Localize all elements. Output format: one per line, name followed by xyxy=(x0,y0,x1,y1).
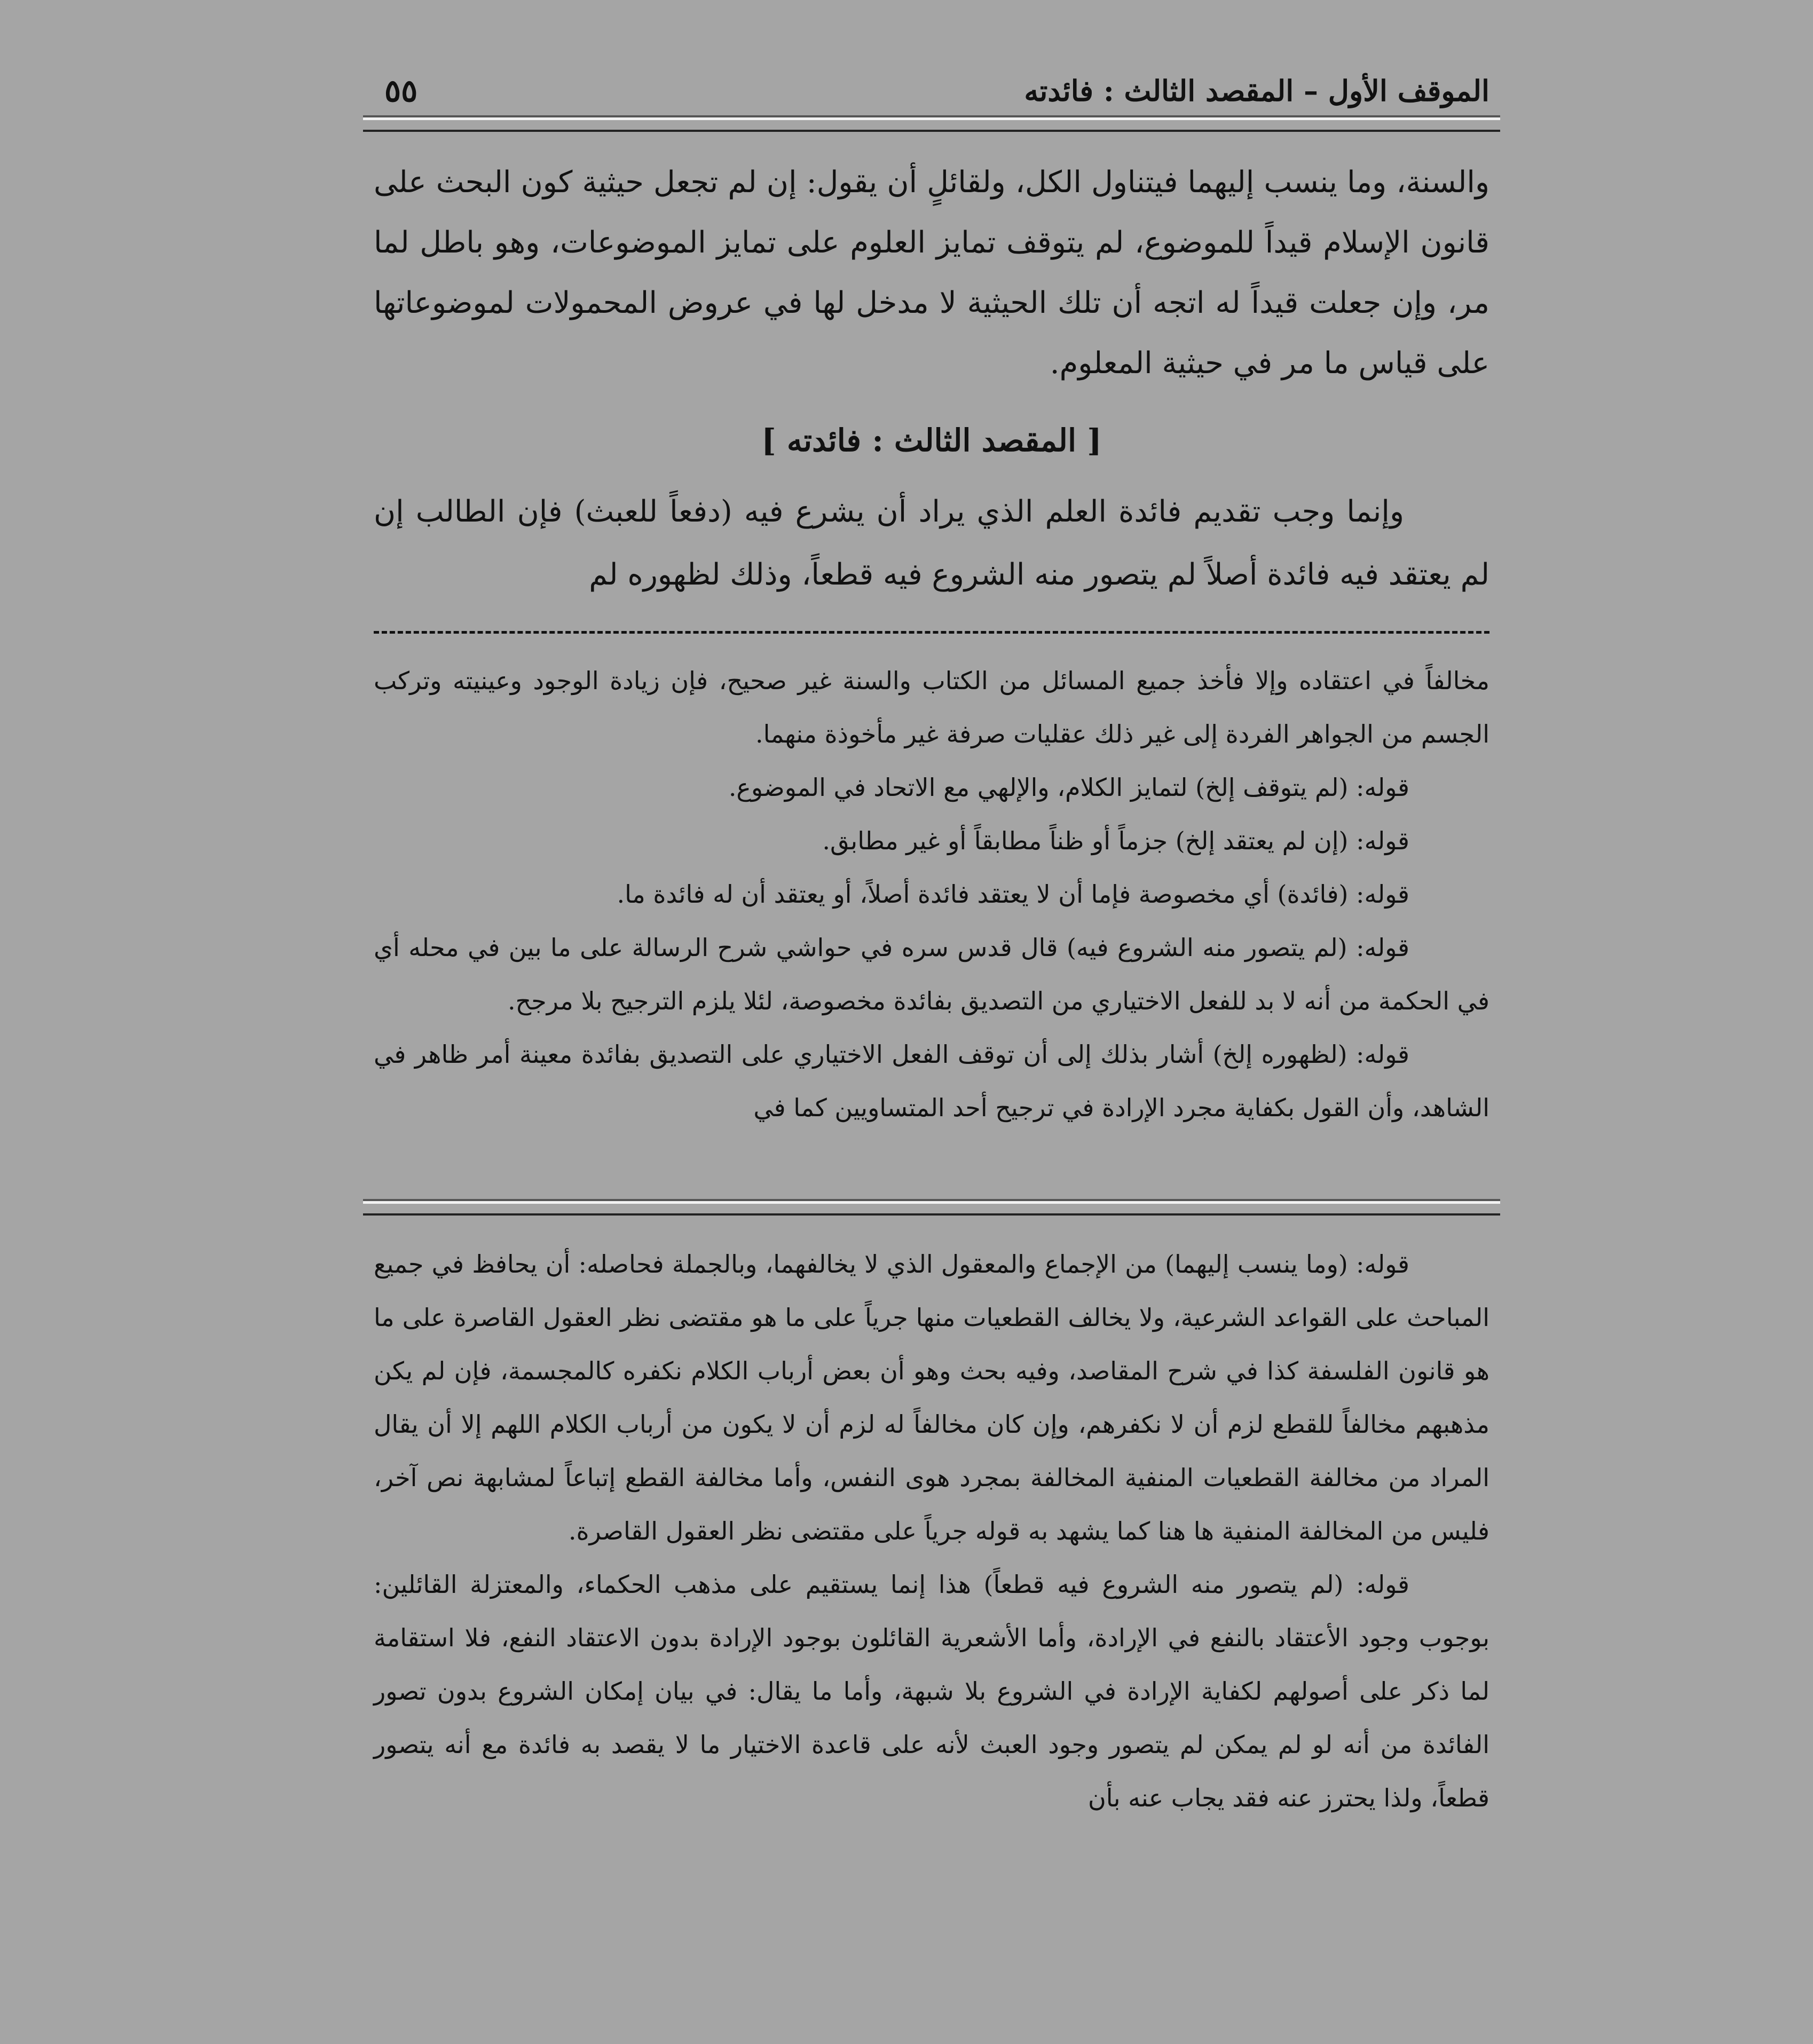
footnote-rule xyxy=(363,1201,1500,1216)
note-paragraph: قوله: (لم يتصور منه الشروع فيه) قال قدس سره في حواشي شرح الرسالة على ما بين في محله أي في الحكمة من أنه لا بد للفعل الاختياري من التصديق بفائدة مخصوصة، لئلا يلزم الترجيح بلا مرجح. xyxy=(374,933,1489,1015)
footnote-paragraph: قوله: (وما ينسب إليهما) من الإجماع والمعقول الذي لا يخالفهما، وبالجملة فحاصله: أن يحافظ في جميع المباحث على القواعد الشرعية، ولا يخالف القطعيات منها جرياً على ما هو مقتضى نظر العقول القاصرة على ما هو قانون الفلسفة كذا في شرح المقاصد، وفيه بحث وهو أن بعض أرباب الكلام نكفره كالمجسمة، فإن لم يكن مذهبهم مخالفاً للقطع لزم أن لا نكفرهم، وإن كان مخالفاً له لزم أن لا يكون من أرباب الكلام اللهم إلا أن يقال المراد من مخالفة القطعيات المنفية المخالفة بمجرد هوى النفس، وأما مخالفة القطع إتباعاً لمشابهة نص آخر، فليس من المخالفة المنفية ها هنا كما يشهد به قوله جرياً على مقتضى نظر العقول القاصرة. xyxy=(374,1250,1489,1545)
running-title: الموقف الأول – المقصد الثالث : فائدته xyxy=(1024,74,1489,108)
commentary-notes xyxy=(374,654,1489,1134)
header-rule xyxy=(363,117,1500,132)
section-heading: [ المقصد الثالث : فائدته ] xyxy=(761,422,1102,459)
dashed-separator xyxy=(374,631,1489,634)
book-page xyxy=(374,0,1489,2044)
note-paragraph: قوله: (لظهوره إلخ) أشار بذلك إلى أن توقف الفعل الاختياري على التصديق بفائدة معينة أمر ظاهر في الشاهد، وأن القول بكفاية مجرد الإرادة في ترجيح أحد المتساويين كما في xyxy=(374,1040,1489,1122)
page-header xyxy=(374,64,1489,117)
footnote-paragraph: قوله: (لم يتصور منه الشروع فيه قطعاً) هذا إنما يستقيم على مذهب الحكماء، والمعتزلة القائلين: بوجوب وجود الأعتقاد بالنفع في الإرادة، وأما الأشعرية القائلون بوجود الإرادة بدون الاعتقاد النفع، فلا استقامة لما ذكر على أصولهم لكفاية الإرادة في الشروع بلا شبهة، وأما ما يقال: في بيان إمكان الشروع بدون تصور الفائدة من أنه لو لم يمكن لم يتصور وجود العبث لأنه على قاعدة الاختيار ما لا يقصد به فائدة مع أنه يتصور قطعاً، ولذا يحترز عنه فقد يجاب عنه بأن xyxy=(374,1570,1489,1812)
lower-commentary xyxy=(374,1237,1489,1825)
note-paragraph: قوله: (لم يتوقف إلخ) لتمايز الكلام، والإلهي مع الاتحاد في الموضوع. xyxy=(728,773,1409,802)
note-paragraph: قوله: (فائدة) أي مخصوصة فإما أن لا يعتقد فائدة أصلاً، أو يعتقد أن له فائدة ما. xyxy=(617,880,1409,909)
note-paragraph: قوله: (إن لم يعتقد إلخ) جزماً أو ظناً مطابقاً أو غير مطابق. xyxy=(822,826,1409,855)
note-paragraph: مخالفاً في اعتقاده وإلا فأخذ جميع المسائل من الكتاب والسنة غير صحيح، فإن زيادة الوجود وعينيته وتركب الجسم من الجواهر الفردة إلى غير ذلك عقليات صرفة غير مأخوذة منهما. xyxy=(374,666,1489,748)
page-number: ٥٥ xyxy=(384,73,418,109)
main-text-paragraph-2: وإنما وجب تقديم فائدة العلم الذي يراد أن يشرع فيه (دفعاً للعبث) فإن الطالب إن لم يعتقد فيه فائدة أصلاً لم يتصور منه الشروع فيه قطعاً، وذلك لظهوره لم xyxy=(374,494,1489,592)
main-text-paragraph-1: والسنة، وما ينسب إليهما فيتناول الكل، ولقائلٍ أن يقول: إن لم تجعل حيثية كون البحث على قانون الإسلام قيداً للموضوع، لم يتوقف تمايز العلوم على تمايز الموضوعات، وهو باطل لما مر، وإن جعلت قيداً له اتجه أن تلك الحيثية لا مدخل لها في عروض المحمولات لموضوعاتها على قياس ما مر في حيثية المعلوم. xyxy=(374,165,1489,381)
